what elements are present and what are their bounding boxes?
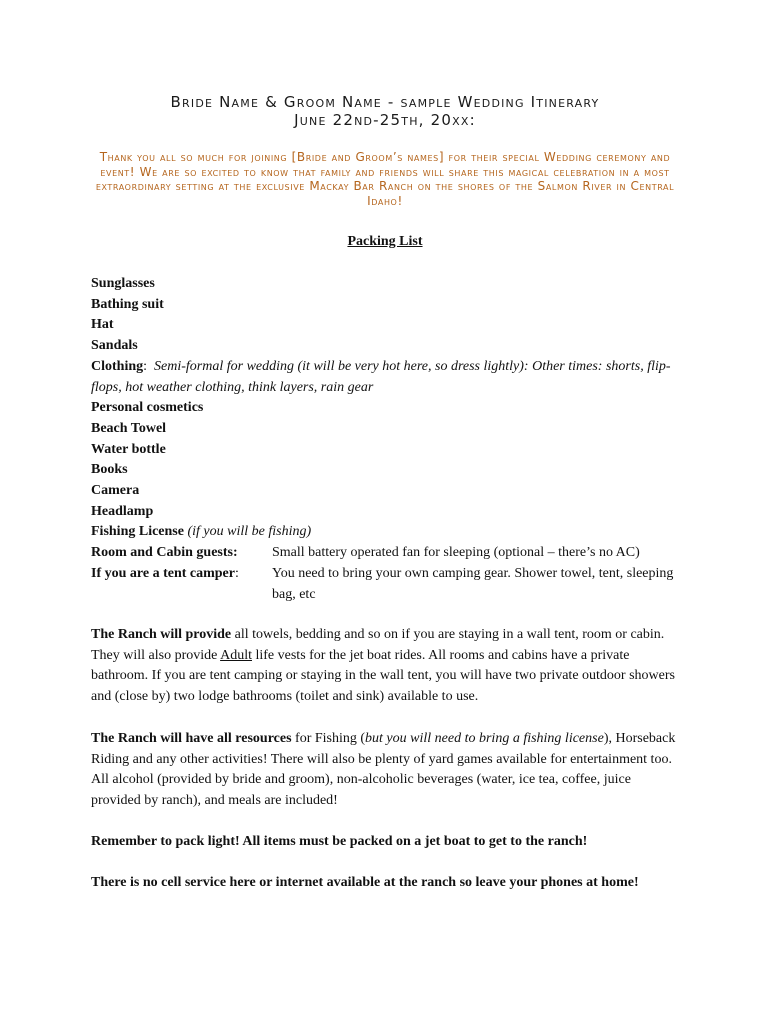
packing-item: Bathing suit xyxy=(91,296,164,312)
clothing-label: Clothing xyxy=(91,358,144,374)
ranch-resources-lead: The Ranch will have all resources xyxy=(91,731,292,746)
packing-item-fishing xyxy=(91,522,691,543)
header-title: Bride Name & Groom Name - sample Wedding Itinerary xyxy=(170,93,600,111)
packing-item: Camera xyxy=(91,483,140,499)
packing-item: Books xyxy=(91,462,128,478)
document-header xyxy=(60,93,710,129)
ranch-provides-text-b: life vests for the jet boat rides. All rooms and cabins have a private bathroom. If you are tent camping or staying in the wall tent, you will have two private outdoor showers and (close by) two lodge bathrooms (toilet and sink) available to use. xyxy=(91,647,675,705)
tent-camper-colon: : xyxy=(235,565,239,581)
tent-camper-label-wrap xyxy=(91,564,272,605)
fishing-note: (if you will be fishing) xyxy=(187,524,312,540)
packing-item: Sandals xyxy=(91,338,138,354)
room-cabin-row xyxy=(91,543,691,564)
tent-camper-row xyxy=(91,564,691,605)
packing-list-title: Packing List xyxy=(347,234,423,249)
room-cabin-label: Room and Cabin guests: xyxy=(91,545,238,561)
ranch-resources-paragraph xyxy=(91,729,683,812)
clothing-description: Semi-formal for wedding (it will be very hot here, so dress lightly): Other times: shorts, flip-flops, hot weather clothing, think layers, rain gear xyxy=(91,358,671,395)
adult-underlined: Adult xyxy=(220,647,252,663)
pack-light-notice: Remember to pack light! All items must be packed on a jet boat to get to the ranch! xyxy=(91,834,588,849)
packing-list xyxy=(91,274,691,605)
packing-item: Personal cosmetics xyxy=(91,400,204,416)
room-cabin-value: Small battery operated fan for sleeping (optional – there’s no AC) xyxy=(272,545,640,561)
packing-item: Headlamp xyxy=(91,503,154,519)
fishing-label: Fishing License xyxy=(91,524,184,540)
tent-camper-value: You need to bring your own camping gear. Shower towel, tent, sleeping bag, etc xyxy=(272,565,674,602)
packing-item: Beach Towel xyxy=(91,420,167,436)
ranch-provides-paragraph xyxy=(91,625,683,708)
packing-item-clothing xyxy=(91,357,691,398)
fishing-license-note: but you will need to bring a fishing license xyxy=(365,731,604,746)
packing-item: Sunglasses xyxy=(91,276,155,291)
packing-item: Water bottle xyxy=(91,441,166,457)
ranch-provides-lead: The Ranch will provide xyxy=(91,627,232,642)
clothing-colon: : xyxy=(143,358,148,374)
ranch-provides-text-a: all towels, bedding and so on if you are staying in a wall tent, room or cabin. They will also provide xyxy=(91,627,665,663)
intro-paragraph: Thank you all so much for joining [Bride and Groom’s names] for their special Wedding ceremony and event! We are so excited to know that family and friends will share this magical celebration in a most extraordinary setting at the exclusive Mackay Bar Ranch on the shores of the Salmon River in Central Idaho! xyxy=(95,150,675,208)
ranch-resources-text-a: for Fishing ( xyxy=(291,731,366,746)
header-dates: June 22nd-25th, 20xx: xyxy=(294,111,476,129)
tent-camper-label: If you are a tent camper xyxy=(91,565,235,581)
no-cell-service-notice: There is no cell service here or internet available at the ranch so leave your phones at home! xyxy=(91,875,639,890)
packing-item: Hat xyxy=(91,317,114,333)
ranch-resources-text-b: ), Horseback Riding and any other activities! There will also be plenty of yard games available for entertainment too. All alcohol (provided by bride and groom), non-alcoholic beverages (water, ice tea, coffee, juice provided by ranch), and meals are included! xyxy=(91,731,676,809)
